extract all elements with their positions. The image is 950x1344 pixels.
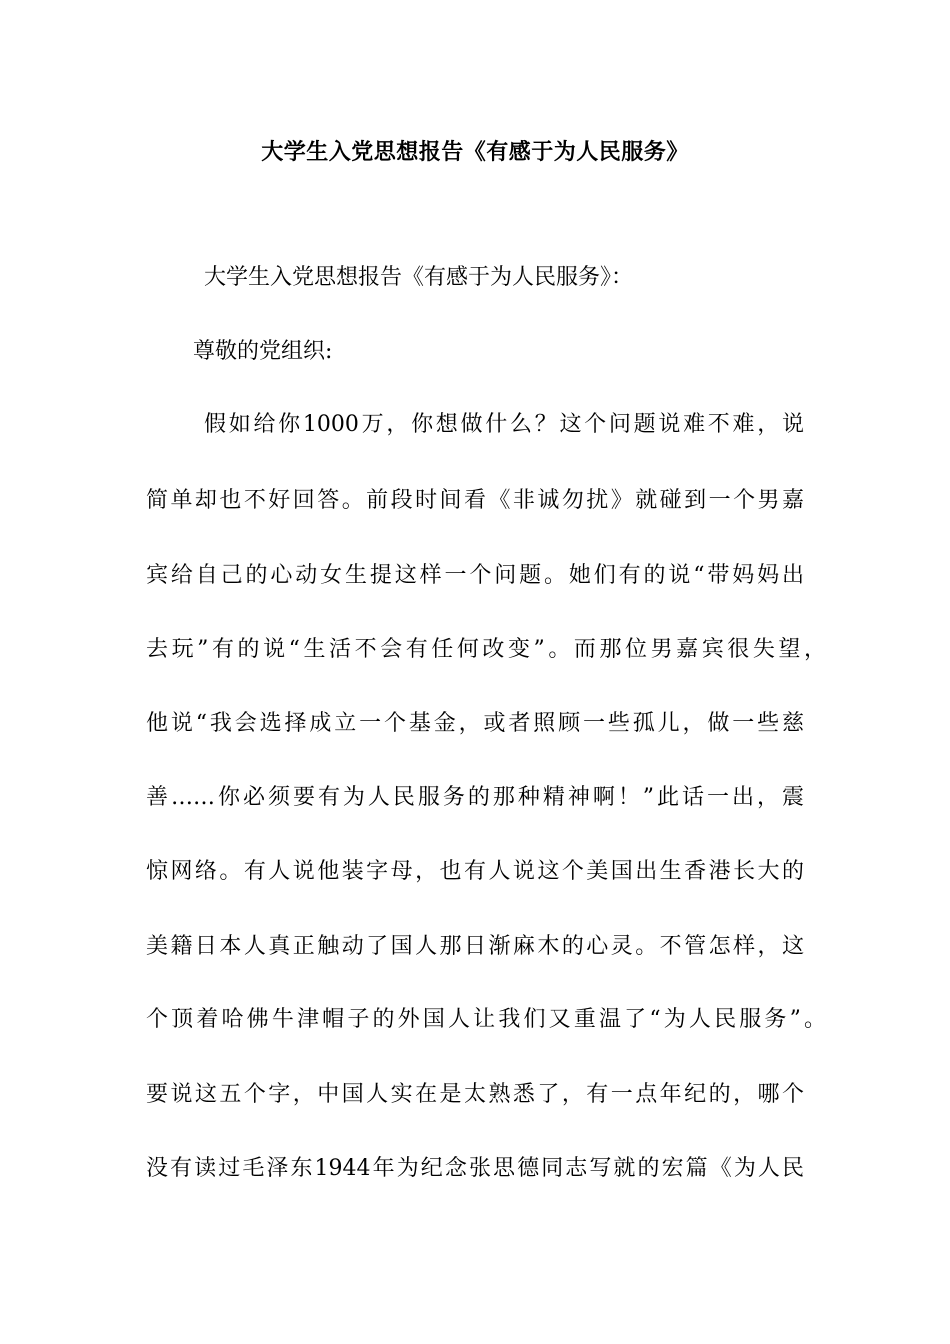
paragraph-line: 个顶着哈佛牛津帽子的外国人让我们又重温了“为人民服务”。 bbox=[146, 1007, 826, 1032]
salutation: 尊敬的党组织: bbox=[193, 339, 333, 364]
paragraph-line: 要说这五个字，中国人实在是太熟悉了，有一点年纪的，哪个 bbox=[146, 1082, 804, 1107]
document-subtitle: 大学生入党思想报告《有感于为人民服务》： bbox=[204, 265, 634, 290]
paragraph-line: 宾给自己的心动女生提这样一个问题。她们有的说“带妈妈出 bbox=[146, 563, 804, 588]
paragraph-line: 假如给你1000万，你想做什么？这个问题说难不难，说 bbox=[204, 412, 804, 437]
paragraph-line: 简单却也不好回答。前段时间看《非诚勿扰》就碰到一个男嘉 bbox=[146, 488, 804, 513]
paragraph-line: 惊网络。有人说他装字母，也有人说这个美国出生香港长大的 bbox=[146, 859, 804, 884]
paragraph-line: 美籍日本人真正触动了国人那日渐麻木的心灵。不管怎样，这 bbox=[146, 934, 804, 959]
document-title: 大学生入党思想报告《有感于为人民服务》 bbox=[261, 140, 689, 165]
paragraph-line: 没有读过毛泽东1944年为纪念张思德同志写就的宏篇《为人民 bbox=[146, 1156, 804, 1181]
paragraph-line: 他说“我会选择成立一个基金，或者照顾一些孤儿，做一些慈 bbox=[146, 711, 804, 736]
paragraph-line: 去玩”有的说“生活不会有任何改变”。而那位男嘉宾很失望， bbox=[146, 637, 826, 662]
paragraph-line: 善……你必须要有为人民服务的那种精神啊！”此话一出，震 bbox=[146, 785, 804, 810]
